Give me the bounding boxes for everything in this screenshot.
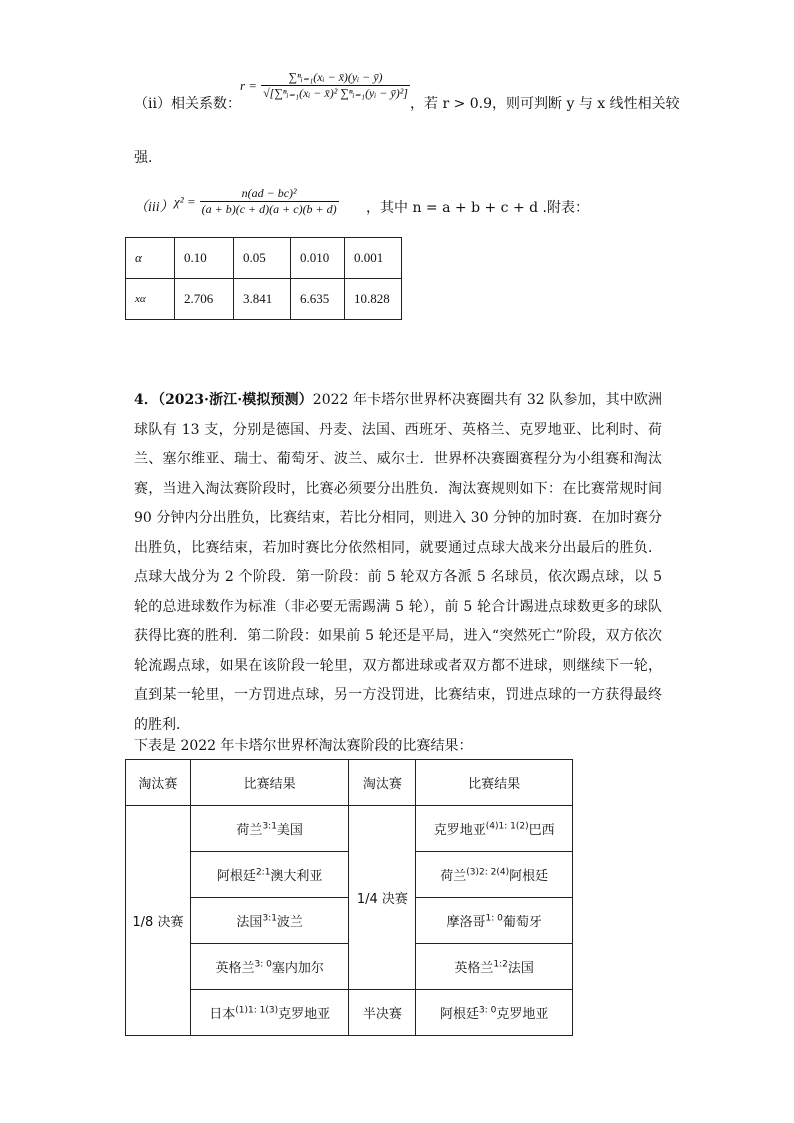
item-iii-label: （iii）	[134, 200, 174, 215]
item-iii-tail: ，其中 n = a + b + c + d .附表：	[366, 200, 590, 216]
alpha-header: α	[126, 238, 175, 279]
round-16-label: 1/8 决赛	[126, 806, 191, 1036]
round-sf-label: 半决赛	[349, 990, 416, 1036]
chi-square-formula	[174, 186, 339, 217]
match-result: 阿根廷$^{3: 0}$克罗地亚	[416, 990, 573, 1036]
table-intro: 下表是 2022 年卡塔尔世界杯淘汰赛阶段的比赛结果：	[134, 738, 473, 754]
correlation-fraction	[261, 70, 410, 101]
r-symbol: r =	[240, 77, 258, 93]
header-result-left: 比赛结果	[190, 760, 349, 806]
table-cell: 0.10	[175, 238, 234, 279]
table-row	[126, 990, 573, 1036]
match-result: 荷兰$^{(3)2: 2(4)}$阿根廷	[416, 852, 573, 898]
header-round-right: 淘汰赛	[349, 760, 416, 806]
match-results-table	[125, 759, 573, 1036]
table-row	[126, 760, 573, 806]
correlation-formula	[240, 70, 410, 101]
match-result: 英格兰$^{3: 0}$塞内加尔	[190, 944, 349, 990]
header-round-left: 淘汰赛	[126, 760, 191, 806]
match-result: 克罗地亚$^{(4)1: 1(2)}$巴西	[416, 806, 573, 852]
table-cell: 0.001	[345, 238, 402, 279]
match-result: 荷兰$^{3:1}$美国	[190, 806, 349, 852]
problem-4-text	[134, 386, 662, 740]
table-cell: 0.05	[234, 238, 291, 279]
problem-4-body: 2022 年卡塔尔世界杯决赛圈共有 32 队参加，其中欧洲球队有 13 支，分别是德国、丹麦、法国、西班牙、英格兰、克罗地亚、比利时、荷兰、塞尔维亚、瑞士、葡萄牙、波兰、威尔士．世界杯决赛圈赛程分为小组赛和淘汰赛，当进入淘汰赛阶段时，比赛必须要分出胜负．淘汰赛规则如下：在比赛常规时间 90 分钟内分出胜负，比赛结束，若比分相同，则进入 30 分钟的加时赛．在加时赛分出胜负，比赛结束，若加时赛比分依然相同，就要通过点球大战来分出最后的胜负．点球大战分为 2 个阶段．第一阶段：前 5 轮双方各派 5 名球员，依次踢点球，以 5 轮的总进球数作为标准（非必要无需踢满 5 轮），前 5 轮合计踢进点球数更多的球队获得比赛的胜利．第二阶段：如果前 5 轮还是平局，进入“突然死亡”阶段，双方依次轮流踢点球，如果在该阶段一轮里，双方都进球或者双方都不进球，则继续下一轮，直到某一轮里，一方罚进点球，另一方没罚进，比赛结束，罚进点球的一方获得最终的胜利．	[134, 392, 662, 733]
correlation-denominator: √[∑ⁿᵢ₌₁(xᵢ − x̄)² ∑ⁿᵢ₌₁(yᵢ − ȳ)²]	[263, 86, 408, 100]
problem-4-label: 4．（2023·浙江·模拟预测）	[134, 392, 313, 408]
round-qf-label: 1/4 决赛	[349, 806, 416, 990]
x-alpha-header: xα	[126, 279, 175, 320]
match-result: 英格兰$^{1:2}$法国	[416, 944, 573, 990]
item-ii-condition: ，若 r > 0.9，则可判断 y 与 x 线性相关较	[410, 96, 680, 112]
item-ii-continuation: 强.	[134, 150, 153, 166]
match-result: 阿根廷$^{2:1}$澳大利亚	[190, 852, 349, 898]
table-row	[126, 238, 402, 279]
table-row	[126, 279, 402, 320]
table-row	[126, 806, 573, 852]
table-cell: 10.828	[345, 279, 402, 320]
correlation-numerator: ∑ⁿᵢ₌₁(xᵢ − x̄)(yᵢ − ȳ)	[288, 70, 383, 84]
table-cell: 6.635	[291, 279, 345, 320]
chi-numerator: n(ad − bc)²	[241, 186, 297, 200]
match-result: 日本$^{(1)1: 1(3)}$克罗地亚	[190, 990, 349, 1036]
chi-fraction	[200, 186, 339, 217]
table-cell: 3.841	[234, 279, 291, 320]
match-result: 摩洛哥$^{1: 0}$葡萄牙	[416, 898, 573, 944]
item-ii-label: （ii）相关系数：	[134, 96, 241, 112]
header-result-right: 比赛结果	[416, 760, 573, 806]
critical-value-table	[125, 237, 402, 320]
table-cell: 2.706	[175, 279, 234, 320]
chi-denominator: (a + b)(c + d)(a + c)(b + d)	[201, 202, 337, 216]
match-result: 法国$^{3:1}$波兰	[190, 898, 349, 944]
chi-symbol: χ² =	[174, 193, 196, 209]
table-cell: 0.010	[291, 238, 345, 279]
